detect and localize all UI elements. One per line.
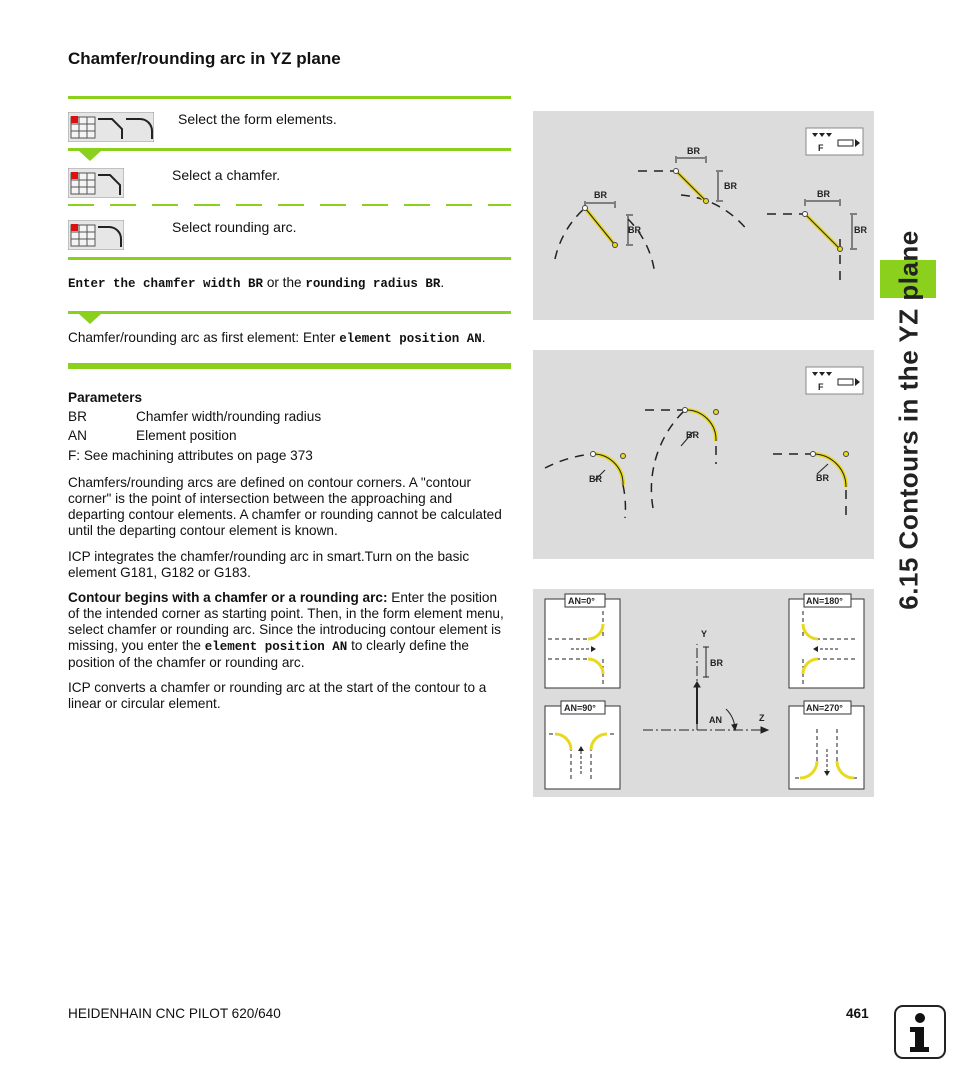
chamfer-figure [533,111,874,320]
an-270-label: AN=270° [806,703,843,713]
y-axis-label: Y [701,629,708,639]
an-label: AN [709,715,722,725]
divider [68,96,511,99]
form-elements-icon[interactable] [68,112,154,142]
param-name: BR [68,409,87,424]
first-element-instruction: Chamfer/rounding arc as first element: Enter element position AN. [68,330,486,346]
dashed-divider [68,204,511,206]
paragraph: Contour begins with a chamfer or a rounding arc: Enter the position of the intended corner as starting point. Then, in the form element menu, select chamfer or rounding arc. Since the introducing contour element is missing, you enter the element position AN to clearly define the position of the chamfer or rounding arc. [68,590,504,670]
br-label: BR [724,181,737,191]
br-label: BR [687,146,700,156]
br-label: BR [686,430,699,440]
svg-text:F: F [818,143,824,153]
an-0-label: AN=0° [568,596,595,606]
flow-arrow [79,151,101,161]
parameters-heading: Parameters [68,390,143,405]
section-title: Chamfer/rounding arc in YZ plane [68,49,341,68]
an-90-label: AN=90° [564,703,596,713]
enter-br-instruction: Enter the chamfer width BR or the rounding radius BR. [68,275,445,291]
rounding-arc-icon[interactable] [68,220,124,250]
paragraph: ICP converts a chamfer or rounding arc at the start of the contour to a linear or circular element. [68,680,487,711]
br-label: BR [589,474,602,484]
attribute-box [806,367,863,394]
br-label: BR [816,473,829,483]
divider [68,311,511,314]
flow-arrow [79,314,101,324]
svg-text:F: F [818,382,824,392]
step-text: Select rounding arc. [172,219,297,235]
divider [68,363,511,369]
chamfer-icon[interactable] [68,168,124,198]
page-number: 461 [846,1006,869,1021]
an-180-label: AN=180° [806,596,843,606]
footer-text: HEIDENHAIN CNC PILOT 620/640 [68,1006,281,1021]
br-label: BR [817,189,830,199]
br-label: BR [710,658,723,668]
param-desc: Chamfer width/rounding radius [136,409,322,424]
f-note: F: See machining attributes on page 373 [68,448,313,463]
br-label: BR [594,190,607,200]
rounding-figure [533,350,874,559]
param-desc: Element position [136,428,237,443]
param-name: AN [68,428,87,443]
br-label: BR [854,225,867,235]
divider [68,257,511,260]
chapter-heading: 6.15 Contours in the YZ plane [893,230,924,610]
z-axis-label: Z [759,713,765,723]
attribute-box [806,128,863,155]
step-text: Select the form elements. [178,111,337,127]
divider [68,148,511,151]
paragraph: ICP integrates the chamfer/rounding arc in smart.Turn on the basic element G181, G182 or G183. [68,549,470,580]
element-position-figure [533,589,874,797]
br-label: BR [628,225,641,235]
step-text: Select a chamfer. [172,167,281,183]
info-icon [894,1005,946,1059]
paragraph: Chamfers/rounding arcs are defined on contour corners. A "contour corner" is the point of intersection between the approaching and departing contour elements. A chamfer or rounding cannot be calculated until the departing contour element is known. [68,475,502,538]
